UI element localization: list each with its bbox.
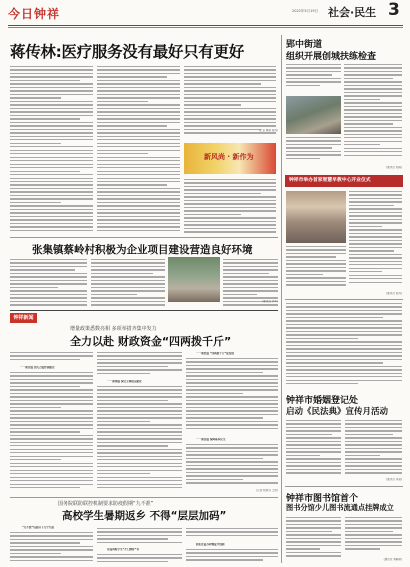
sidebar-story2-body-b [286, 246, 346, 292]
school-kicker: 国务院联防联控机制要求防疫假期“九不准” [58, 501, 154, 507]
section-rule [10, 237, 278, 238]
sidebar-rule-2 [285, 486, 403, 487]
sidebar-story3-byline: (通讯员 肖斌) [386, 478, 402, 481]
lead-body-col3b [184, 179, 276, 235]
sidebar-story1-byline: (通讯员 刘雨) [386, 166, 402, 169]
feature-byline: (记者 杨德兵 王伟) [256, 489, 278, 492]
section-title: 社会·民生 [328, 6, 377, 19]
sidebar-story2-byline: (通讯员 陈涛) [386, 292, 402, 295]
sidebar-rule-1 [285, 299, 403, 300]
school-sub-b: 对高风险学生“开门纳客”等 [107, 548, 139, 551]
feature-rule [10, 310, 278, 311]
sidebar-story4-body-a [286, 517, 341, 563]
feature-sub-a: 一一助企篇 加大力度纾困惠企 [20, 366, 55, 369]
lead-credit: (记者 曹敏 杨涛) [258, 129, 278, 132]
lead-body-col1 [10, 66, 93, 240]
sidebar-story4-head1: 钟祥市图书馆首个 [286, 494, 359, 504]
feature-body-col2b [97, 386, 182, 495]
banner-text: 新风尚 · 新作为 [204, 153, 254, 161]
feature-body-col3b [186, 444, 278, 490]
school-body-col2 [97, 528, 182, 547]
feature-body-col1 [10, 352, 93, 364]
feature-headline: 全力以赴 财政资金“四两拨千斤” [70, 335, 232, 348]
masthead [0, 0, 410, 34]
second-headline: 张集镇蔡岭村积极为企业项目建设营造良好环境 [32, 244, 253, 256]
sidebar-story3-head2: 启动《民法典》宣传月活动 [286, 407, 389, 417]
sidebar-story3-head1: 钟祥市婚姻登记处 [286, 396, 359, 406]
sidebar-story3-body-b [345, 420, 402, 480]
sidebar-story4-body-b [345, 517, 402, 557]
sidebar-story1-head1: 郢中街道 [286, 40, 323, 50]
lead-body-col3 [184, 66, 276, 138]
feature-sub-c: 一一助农篇 “四两拨千斤”促发展 [196, 352, 235, 355]
sidebar-divider [281, 35, 282, 563]
feature-sub-d: 一一助民篇 保障基本民生 [196, 438, 226, 441]
masthead-rule [8, 25, 403, 26]
sidebar-story1-body-a [286, 64, 341, 94]
promo-banner-image [184, 143, 276, 174]
feature-tag: 钟祥新闻 [10, 313, 37, 323]
school-sub-a: “九不准”包括以下几个方面 [22, 526, 54, 529]
sidebar-story4-byline: (通讯员 周敏敏) [383, 558, 402, 561]
sidebar-story3-body-a [286, 420, 341, 480]
school-rule [10, 497, 278, 498]
feature-subhead: 增量政策悉数亮相 多项举措齐集中发力 [70, 326, 157, 332]
school-body-col2b [97, 554, 182, 565]
page-number: 3 [388, 0, 400, 20]
second-photo [168, 257, 220, 302]
newspaper-logo: 今日钟祥 [8, 7, 61, 21]
sidebar-story3-lead [286, 303, 402, 391]
feature-sub-b: 一一助项篇 保住主体稳定就业 [107, 380, 142, 383]
issue-meta: 2022年5月19日 [292, 9, 319, 13]
second-body-col1 [10, 259, 87, 309]
lead-headline: 蒋传林:医疗服务没有最好只有更好 [10, 43, 244, 61]
school-body-col3b [186, 549, 278, 565]
sidebar-story1-photo [286, 96, 341, 134]
sidebar-story1-body-c [286, 137, 341, 167]
feature-body-col1b [10, 372, 93, 495]
second-byline: (通讯员 李华) [262, 300, 278, 303]
sidebar-story1-head2: 组织开展创城扶练检查 [286, 52, 377, 62]
feature-body-col3 [186, 358, 278, 436]
feature-body-col2 [97, 352, 182, 380]
sidebar-story2-body-a [349, 191, 402, 291]
sidebar-banner-headline: 钟祥市举办首家智慧早教中心开业仪式 [289, 178, 371, 183]
school-headline: 高校学生暑期返乡 不得“层层加码” [62, 510, 227, 522]
lead-body-col2 [97, 66, 180, 240]
sidebar-story4-head2: 图书分馆少儿图书流通点挂牌成立 [286, 503, 394, 512]
masthead-rule-thin [8, 27, 403, 28]
second-body-col2 [91, 259, 165, 309]
sidebar-story2-photo [286, 191, 346, 243]
school-sub-c: 我们在复苏和恢复中创新 [196, 543, 225, 546]
school-body-col1 [10, 532, 93, 565]
school-body-col3 [186, 528, 278, 542]
sidebar-story1-body-b [344, 64, 402, 164]
